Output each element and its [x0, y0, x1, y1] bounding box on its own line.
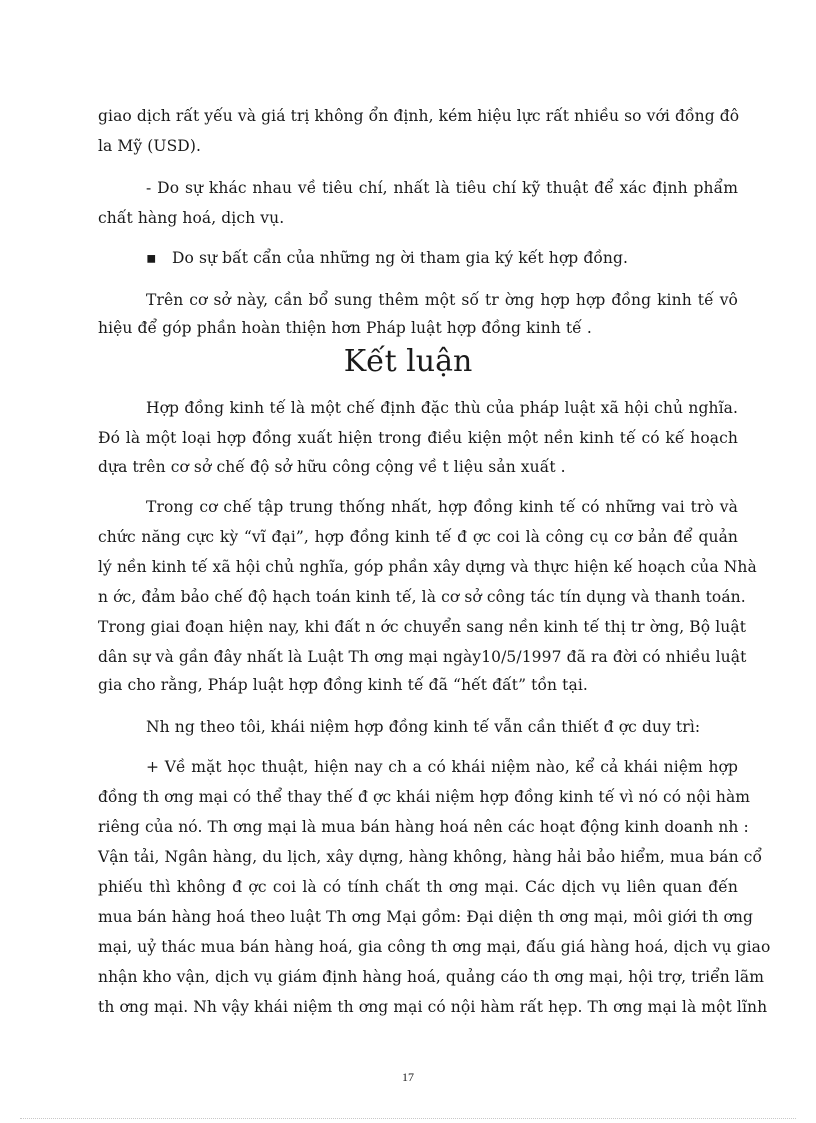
- paragraph-line: Do sự bất cẩn của những ng ời tham gia ký kết hợp đồng.: [172, 249, 629, 267]
- paragraph-line: mua bán hàng hoá theo luật Th ơng Mại gồm: Đại diện th ơng mại, môi giới th ơng: [98, 908, 754, 926]
- page-bottom-divider: [20, 1118, 796, 1119]
- bullet-icon: ▪: [146, 249, 157, 267]
- paragraph-line: lý nền kinh tế xã hội chủ nghĩa, góp phần xây dựng và thực hiện kế hoạch của Nhà: [98, 558, 757, 576]
- paragraph-line: Trong cơ chế tập trung thống nhất, hợp đồng kinh tế có những vai trò và: [146, 498, 738, 516]
- paragraph-line: mại, uỷ thác mua bán hàng hoá, gia công th ơng mại, đấu giá hàng hoá, dịch vụ giao: [98, 938, 771, 956]
- section-heading: Kết luận: [343, 344, 473, 379]
- paragraph-line: dân sự và gần đây nhất là Luật Th ơng mại ngày10/5/1997 đã ra đời có nhiều luật: [98, 648, 747, 666]
- paragraph-line: hiệu để góp phần hoàn thiện hơn Pháp luật hợp đồng kinh tế .: [98, 319, 592, 337]
- paragraph-line: - Do sự khác nhau về tiêu chí, nhất là tiêu chí kỹ thuật để xác định phẩm: [146, 179, 738, 197]
- page-number: 17: [402, 1070, 414, 1084]
- paragraph-line: Hợp đồng kinh tế là một chế định đặc thù của pháp luật xã hội chủ nghĩa.: [146, 399, 738, 417]
- paragraph-line: dựa trên cơ sở chế độ sở hữu công cộng về t liệu sản xuất .: [98, 458, 566, 476]
- paragraph-line: riêng của nó. Th ơng mại là mua bán hàng hoá nên các hoạt động kinh doanh nh :: [98, 818, 749, 836]
- paragraph-line: Vận tải, Ngân hàng, du lịch, xây dựng, hàng không, hàng hải bảo hiểm, mua bán cổ: [98, 848, 763, 866]
- paragraph-line: gia cho rằng, Pháp luật hợp đồng kinh tế đã “hết đất” tồn tại.: [98, 676, 588, 694]
- paragraph-line: n ớc, đảm bảo chế độ hạch toán kinh tế, là cơ sở công tác tín dụng và thanh toán.: [98, 588, 746, 606]
- paragraph-line: + Về mặt học thuật, hiện nay ch a có khái niệm nào, kể cả khái niệm hợp: [146, 758, 738, 776]
- paragraph-line: chức năng cực kỳ “vĩ đại”, hợp đồng kinh tế đ ợc coi là công cụ cơ bản để quản: [98, 528, 738, 546]
- paragraph-line: Trên cơ sở này, cần bổ sung thêm một số tr ờng hợp hợp đồng kinh tế vô: [146, 291, 738, 309]
- paragraph-line: phiếu thì không đ ợc coi là có tính chất th ơng mại. Các dịch vụ liên quan đến: [98, 878, 738, 896]
- paragraph-line: giao dịch rất yếu và giá trị không ổn định, kém hiệu lực rất nhiều so với đồng đô: [98, 107, 740, 125]
- paragraph-line: chất hàng hoá, dịch vụ.: [98, 209, 285, 227]
- paragraph-line: Đó là một loại hợp đồng xuất hiện trong điều kiện một nền kinh tế có kế hoạch: [98, 429, 738, 447]
- paragraph-line: Nh ng theo tôi, khái niệm hợp đồng kinh tế vẫn cần thiết đ ợc duy trì:: [146, 718, 701, 736]
- paragraph-line: Trong giai đoạn hiện nay, khi đất n ớc chuyển sang nền kinh tế thị tr ờng, Bộ luật: [98, 618, 747, 636]
- paragraph-line: la Mỹ (USD).: [98, 137, 202, 155]
- paragraph-line: th ơng mại. Nh vậy khái niệm th ơng mại có nội hàm rất hẹp. Th ơng mại là một lĩnh: [98, 998, 768, 1016]
- paragraph-line: đồng th ơng mại có thể thay thế đ ợc khái niệm hợp đồng kinh tế vì nó có nội hàm: [98, 788, 751, 806]
- paragraph-line: nhận kho vận, dịch vụ giám định hàng hoá, quảng cáo th ơng mại, hội trợ, triển lãm: [98, 968, 765, 986]
